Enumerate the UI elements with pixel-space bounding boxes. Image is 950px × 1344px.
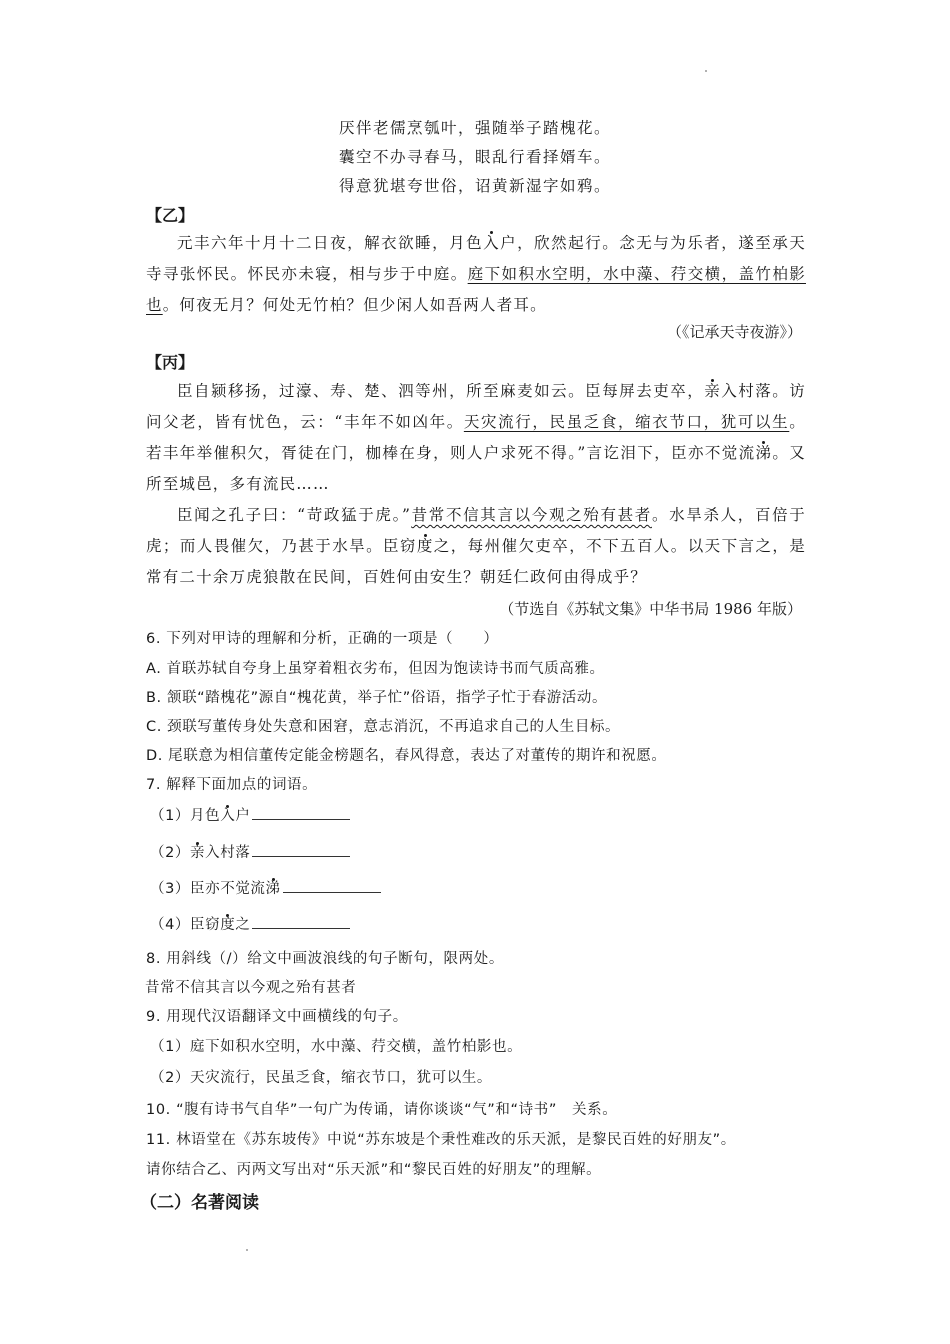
question-7-item-4 [150,913,830,934]
question-6-option-c[interactable]: C. 颈联写董传身处失意和困窘，意志消沉，不再追求自己的人生目标。 [146,719,621,735]
question-9-item-2: （2）天灾流行，民虽乏食，缩衣节口，犹可以生。 [150,1070,493,1086]
q7-2-dotted-word: 亲 [190,845,206,861]
question-11-line-1: 11. 林语堂在《苏东坡传》中说“苏东坡是个秉性难改的乐天派，是黎民百姓的好朋友”。 [146,1132,736,1148]
question-7: 7. 解释下面加点的词语。 [146,777,318,793]
poem-line-1: 厌伴老儒烹瓠叶，强随举子踏槐花。 [338,119,611,137]
bing-p1-text-b: 入村落。访问父老，皆有忧色，云：“丰年不如凶年。 [146,382,806,431]
yi-dotted-word: 入 [483,234,501,252]
question-8: 8. 用斜线（/）给文中画波浪线的句子断句，限两处。 [146,951,504,967]
yi-text-b: 户，欣然起行。念无与为乐者，遂至承天寺寻张怀民。怀民亦未寝，相与步于中庭。 [146,234,806,283]
section-yi-label: 【乙】 [146,206,195,225]
bing-dotted-word-duo: 度 [416,537,434,555]
bing-dotted-word-qin: 亲 [704,382,722,400]
section-heading-mingzhu: （二）名著阅读 [140,1193,259,1213]
bing-passage [146,376,806,593]
yi-source: （《记承天寺夜游》） [666,323,802,341]
question-7-item-1 [150,804,830,825]
q7-4-suffix: 之 [235,917,251,933]
poem-line-3: 得意犹堪夸世俗，诏黄新湿字如鸦。 [338,177,611,195]
q7-3-dotted-word: 涕 [265,881,281,897]
yi-text-c: 。何夜无月？何处无竹柏？但少闲人如吾两人者耳。 [162,296,547,314]
poem-line-2: 囊空不办寻春马，眼乱行看择婿车。 [338,148,611,166]
question-6: 6. 下列对甲诗的理解和分析，正确的一项是（ ） [146,631,499,647]
q7-1-suffix: 户 [235,808,251,824]
question-6-option-a[interactable]: A. 首联苏轼自夸身上虽穿着粗衣劣布，但因为饱读诗书而气质高雅。 [146,661,605,677]
q7-2-label: （2） [150,845,191,861]
q7-4-label: （4）臣窃 [150,917,221,933]
q7-1-dotted-word: 入 [220,808,236,824]
question-9-item-1: （1）庭下如积水空明，水中藻、荇交横，盖竹柏影也。 [150,1039,523,1055]
bing-paragraph-2 [146,500,806,593]
yi-text-a: 元丰六年十月十二日夜，解衣欲睡，月色 [177,234,484,252]
q7-3-label: （3）臣亦不觉流 [150,881,266,897]
bing-p1-text-c: 。若丰年举催积欠，胥徒在门，枷棒在身，则人户求死不得。”言讫泪下，臣亦不觉流 [146,413,806,462]
bing-p2-text-a: 臣闻之孔子曰：“苛政猛于虎。” [177,506,412,524]
bing-underlined-sentence: 天灾流行，民虽乏食，缩衣节口，犹可以生 [463,413,790,431]
bing-p1-text-a: 臣自颍移扬，过濠、寿、楚、泗等州，所至麻麦如云。臣每屏去吏卒， [177,382,705,400]
yi-paragraph [146,228,806,321]
question-6-option-b[interactable]: B. 颔联“踏槐花”源自“槐花黄，举子忙”俗语，指学子忙于春游活动。 [146,690,608,706]
q7-2-answer-blank[interactable] [252,842,350,857]
q7-4-dotted-word: 度 [220,917,236,933]
question-11-line-2: 请你结合乙、丙两文写出对“乐天派”和“黎民百姓的好朋友”的理解。 [146,1162,602,1178]
q7-3-answer-blank[interactable] [283,878,381,893]
section-bing-label: 【丙】 [146,353,195,372]
q7-1-label: （1）月色 [150,808,221,824]
bing-p2-text-b: 。水旱杀人，百倍于虎；而人畏催欠，乃甚于水旱。臣窃 [146,506,806,555]
bing-p2-text-c: 之，每州催欠吏卒，不下五百人。以天下言之，是常有二十余万虎狼散在民间，百姓何由安生？朝廷仁政何由得成乎？ [146,537,806,586]
question-8-sentence: 昔常不信其言以今观之殆有甚者 [145,980,357,996]
bing-paragraph-1 [146,376,806,500]
question-7-item-2 [150,841,830,862]
q7-2-suffix: 入村落 [205,845,251,861]
yi-underlined-sentence: 庭下如积水空明，水中藻、荇交横，盖竹柏影也 [146,265,806,314]
scan-dot-bottom [246,1249,248,1251]
bing-source: （节选自《苏轼文集》中华书局 1986 年版） [499,600,802,618]
bing-dotted-word-ti: 涕 [755,444,773,462]
q7-1-answer-blank[interactable] [252,805,350,820]
q7-4-answer-blank[interactable] [252,914,350,929]
yi-passage [146,228,806,321]
question-6-option-d[interactable]: D. 尾联意为相信董传定能金榜题名，春风得意，表达了对董传的期许和祝愿。 [146,748,667,764]
question-9: 9. 用现代汉语翻译文中画横线的句子。 [146,1009,408,1025]
question-10: 10. “腹有诗书气自华”一句广为传诵，请你谈谈“气”和“诗书” 关系。 [146,1102,618,1118]
bing-wavy-sentence: 昔常不信其言以今观之殆有甚者 [411,506,652,524]
question-7-item-3 [150,877,830,898]
bing-p1-text-d: 。又所至城邑，多有流民…… [146,444,806,493]
scan-dot-top [705,70,707,72]
